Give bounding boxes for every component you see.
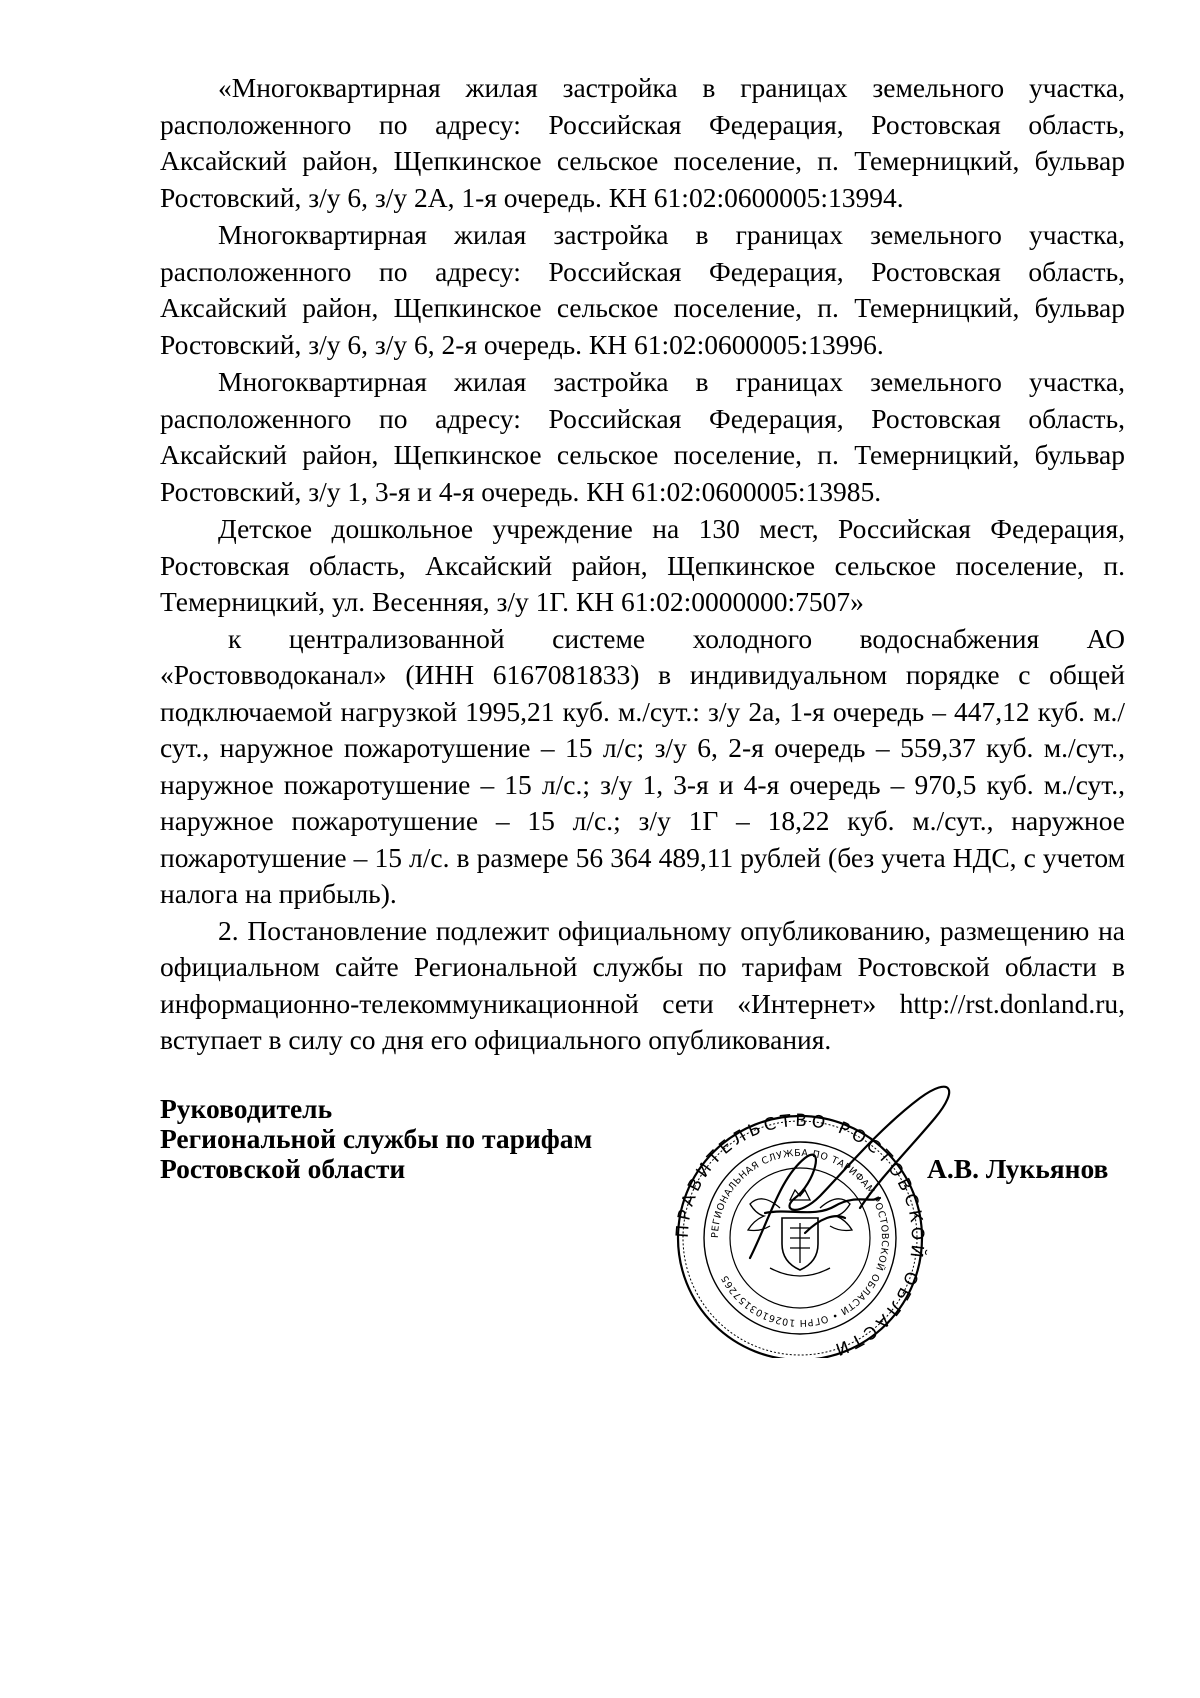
signature-block [160,1093,1125,1358]
official-seal-stamp [630,1068,1070,1358]
signatory-title-line-3: Ростовской области [160,1153,406,1184]
coat-of-arms-icon [748,1190,852,1276]
paragraph-3: Многоквартирная жилая застройка в границах земельного участка, расположенного по адресу: Российская Федерация, Ростовская область, Аксайский район, Щепкинское сельское поселение, п. Темерницкий, бульвар Ростовский, з/у 1, 3-я и 4-я очередь. КН 61:02:0600005:13985. [160,366,1125,507]
paragraph-4: Детское дошкольное учреждение на 130 мест, Российская Федерация, Ростовская область, Аксайский район, Щепкинское сельское поселение, п. Темерницкий, ул. Весенняя, з/у 1Г. КН 61:02:0000000:7507» [160,513,1125,617]
signatory-name: А.В. Лукьянов [927,1153,1109,1184]
paragraph-6: 2. Постановление подлежит официальному опубликованию, размещению на официальном сайте Региональной службы по тарифам Ростовской области в информационно-телекоммуникационной сети «Интернет» http://rst.donland.ru, вступает в силу со дня его официального опубликования. [160,914,1125,1055]
seal-inner-text: РЕГИОНАЛЬНАЯ СЛУЖБА ПО ТАРИФАМ РОСТОВСКОЙ ОБЛАСТИ • ОГРН 1026103157265 [709,1147,891,1329]
paragraph-1: «Многоквартирная жилая застройка в границах земельного участка, расположенного по адресу: Российская Федерация, Ростовская область, Аксайский район, Щепкинское сельское поселение, п. Темерницкий, бульвар Ростовский, з/у 6, з/у 2А, 1-я очередь. КН 61:02:0600005:13994. [160,72,1125,213]
seal-outer-text: ПРАВИТЕЛЬСТВО РОСТОВСКОЙ ОБЛАСТИ [672,1110,928,1358]
document-body [160,70,1125,1059]
signatory-title-line-1: Руководитель [160,1093,333,1124]
paragraph-2: Многоквартирная жилая застройка в границах земельного участка, расположенного по адресу: Российская Федерация, Ростовская область, Аксайский район, Щепкинское сельское поселение, п. Темерницкий, бульвар Ростовский, з/у 6, з/у 6, 2-я очередь. КН 61:02:0600005:13996. [160,219,1125,360]
signatory-title-line-2: Региональной службы по тарифам [160,1123,593,1154]
paragraph-5: к централизованной системе холодного водоснабжения АО «Ростовводоканал» (ИНН 6167081833) в индивидуальном порядке с общей подключаемой нагрузкой 1995,21 куб. м./сут.: з/у 2а, 1-я очередь – 447,12 куб. м./сут., наружное пожаротушение – 15 л/с; з/у 6, 2-я очередь – 559,37 куб. м./сут., наружное пожаротушение – 15 л/с.; з/у 1, 3-я и 4-я очередь – 970,5 куб. м./сут., наружное пожаротушение – 15 л/с.; з/у 1Г – 18,22 куб. м./сут., наружное пожаротушение – 15 л/с. в размере 56 364 489,11 рублей (без учета НДС, с учетом налога на прибыль). [160,622,1125,909]
